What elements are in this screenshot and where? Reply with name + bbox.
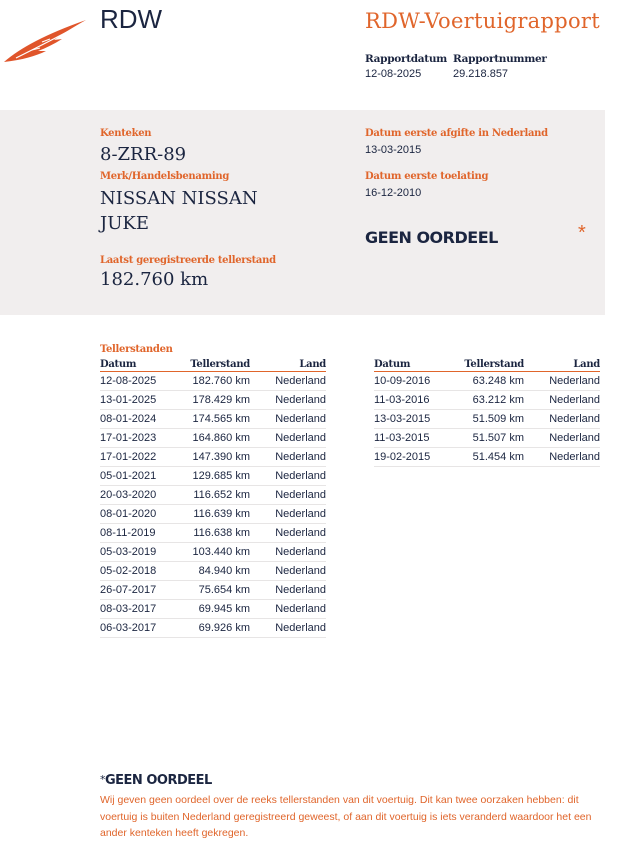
odometer-row xyxy=(100,524,326,543)
odometer-date: 12-08-2025 xyxy=(100,372,180,391)
odometer-reading: 63.212 km xyxy=(454,391,524,410)
odometer-country: Nederland xyxy=(250,448,326,467)
last-odometer-value: 182.760 km xyxy=(100,269,209,290)
odometer-reading: 164.860 km xyxy=(180,429,250,448)
first-issue-nl-value: 13-03-2015 xyxy=(365,144,422,156)
odometer-date: 08-11-2019 xyxy=(100,524,180,543)
odometer-reading: 69.926 km xyxy=(180,619,250,638)
odometer-country: Nederland xyxy=(524,391,600,410)
odometer-country: Nederland xyxy=(250,505,326,524)
col-date: Datum xyxy=(374,359,454,372)
odometer-date: 11-03-2016 xyxy=(374,391,454,410)
footnote-asterisk: * xyxy=(100,773,105,786)
odometer-date: 17-01-2022 xyxy=(100,448,180,467)
odometer-date: 08-01-2020 xyxy=(100,505,180,524)
odometer-reading: 69.945 km xyxy=(180,600,250,619)
odometer-row xyxy=(100,505,326,524)
odometer-date: 10-09-2016 xyxy=(374,372,454,391)
odometer-country: Nederland xyxy=(250,562,326,581)
odometer-row xyxy=(374,448,600,467)
odometer-country: Nederland xyxy=(524,429,600,448)
odometer-row xyxy=(100,486,326,505)
odometer-row xyxy=(100,619,326,638)
col-reading: Tellerstand xyxy=(454,359,524,372)
odometer-row xyxy=(100,581,326,600)
first-admission-value: 16-12-2010 xyxy=(365,187,422,199)
odometer-table-left xyxy=(100,359,326,638)
odometer-title: Tellerstanden xyxy=(100,344,173,355)
report-number: 29.218.857 xyxy=(453,68,509,80)
odometer-date: 19-02-2015 xyxy=(374,448,454,467)
report-date-label: Rapportdatum xyxy=(365,53,447,65)
odometer-date: 08-03-2017 xyxy=(100,600,180,619)
odometer-reading: 51.454 km xyxy=(454,448,524,467)
odometer-country: Nederland xyxy=(524,410,600,429)
odometer-reading: 178.429 km xyxy=(180,391,250,410)
odometer-table-right xyxy=(374,359,600,467)
odometer-reading: 182.760 km xyxy=(180,372,250,391)
odometer-reading: 75.654 km xyxy=(180,581,250,600)
odometer-reading: 129.685 km xyxy=(180,467,250,486)
odometer-date: 17-01-2023 xyxy=(100,429,180,448)
odometer-reading: 116.638 km xyxy=(180,524,250,543)
odometer-row xyxy=(100,543,326,562)
odometer-date: 08-01-2024 xyxy=(100,410,180,429)
first-admission-label: Datum eerste toelating xyxy=(365,171,489,182)
odometer-date: 06-03-2017 xyxy=(100,619,180,638)
report-title: RDW-Voertuigrapport xyxy=(365,9,601,33)
odometer-row xyxy=(100,429,326,448)
report-number-label: Rapportnummer xyxy=(453,53,547,65)
footnote-title xyxy=(100,773,212,788)
odometer-country: Nederland xyxy=(250,410,326,429)
odometer-date: 20-03-2020 xyxy=(100,486,180,505)
odometer-row xyxy=(100,410,326,429)
report-date: 12-08-2025 xyxy=(365,68,422,80)
odometer-row xyxy=(100,372,326,391)
verdict-asterisk: * xyxy=(578,222,586,244)
odometer-reading: 84.940 km xyxy=(180,562,250,581)
plate-value: 8-ZRR-89 xyxy=(100,144,187,165)
odometer-date: 13-03-2015 xyxy=(374,410,454,429)
odometer-date: 05-02-2018 xyxy=(100,562,180,581)
odometer-reading: 51.509 km xyxy=(454,410,524,429)
odometer-country: Nederland xyxy=(250,619,326,638)
odometer-country: Nederland xyxy=(250,467,326,486)
odometer-row xyxy=(374,372,600,391)
col-reading: Tellerstand xyxy=(180,359,250,372)
last-odometer-label: Laatst geregistreerde tellerstand xyxy=(100,255,276,266)
odometer-date: 05-03-2019 xyxy=(100,543,180,562)
vehicle-summary-panel xyxy=(0,110,605,315)
col-country: Land xyxy=(524,359,600,372)
odometer-country: Nederland xyxy=(250,600,326,619)
odometer-reading: 147.390 km xyxy=(180,448,250,467)
odometer-reading: 116.639 km xyxy=(180,505,250,524)
odometer-country: Nederland xyxy=(250,391,326,410)
make-value-line2: JUKE xyxy=(100,213,149,234)
col-country: Land xyxy=(250,359,326,372)
odometer-row xyxy=(100,562,326,581)
odometer-country: Nederland xyxy=(250,429,326,448)
odometer-date: 11-03-2015 xyxy=(374,429,454,448)
odometer-reading: 116.652 km xyxy=(180,486,250,505)
odometer-row xyxy=(374,410,600,429)
odometer-reading: 174.565 km xyxy=(180,410,250,429)
footnote-text: Wij geven geen oordeel over de reeks tellerstanden van dit voertuig. Dit kan twee oorzaken hebben: dit voertuig is buiten Nederland geregistreerd geweest, of aan dit voertuig is iets veranderd waardoor het een ander kenteken heeft gekregen. xyxy=(100,794,592,839)
col-date: Datum xyxy=(100,359,180,372)
odometer-country: Nederland xyxy=(250,486,326,505)
odometer-country: Nederland xyxy=(524,372,600,391)
verdict-text: GEEN OORDEEL xyxy=(365,228,498,247)
odometer-row xyxy=(100,467,326,486)
odometer-row xyxy=(100,600,326,619)
rdw-feather-logo-icon xyxy=(2,18,88,64)
brand-name: RDW xyxy=(100,4,163,34)
odometer-reading: 51.507 km xyxy=(454,429,524,448)
odometer-country: Nederland xyxy=(250,524,326,543)
footnote-title-text: GEEN OORDEEL xyxy=(105,773,212,788)
odometer-reading: 63.248 km xyxy=(454,372,524,391)
odometer-row xyxy=(100,448,326,467)
odometer-date: 26-07-2017 xyxy=(100,581,180,600)
odometer-reading: 103.440 km xyxy=(180,543,250,562)
odometer-country: Nederland xyxy=(250,372,326,391)
panel-corner-decoration xyxy=(0,300,60,316)
odometer-row xyxy=(100,391,326,410)
odometer-date: 05-01-2021 xyxy=(100,467,180,486)
odometer-country: Nederland xyxy=(250,543,326,562)
make-label: Merk/Handelsbenaming xyxy=(100,171,230,182)
odometer-country: Nederland xyxy=(250,581,326,600)
odometer-row xyxy=(374,429,600,448)
first-issue-nl-label: Datum eerste afgifte in Nederland xyxy=(365,128,548,139)
plate-label: Kenteken xyxy=(100,128,152,139)
make-value-line1: NISSAN NISSAN xyxy=(100,188,258,209)
odometer-row xyxy=(374,391,600,410)
odometer-date: 13-01-2025 xyxy=(100,391,180,410)
odometer-country: Nederland xyxy=(524,448,600,467)
